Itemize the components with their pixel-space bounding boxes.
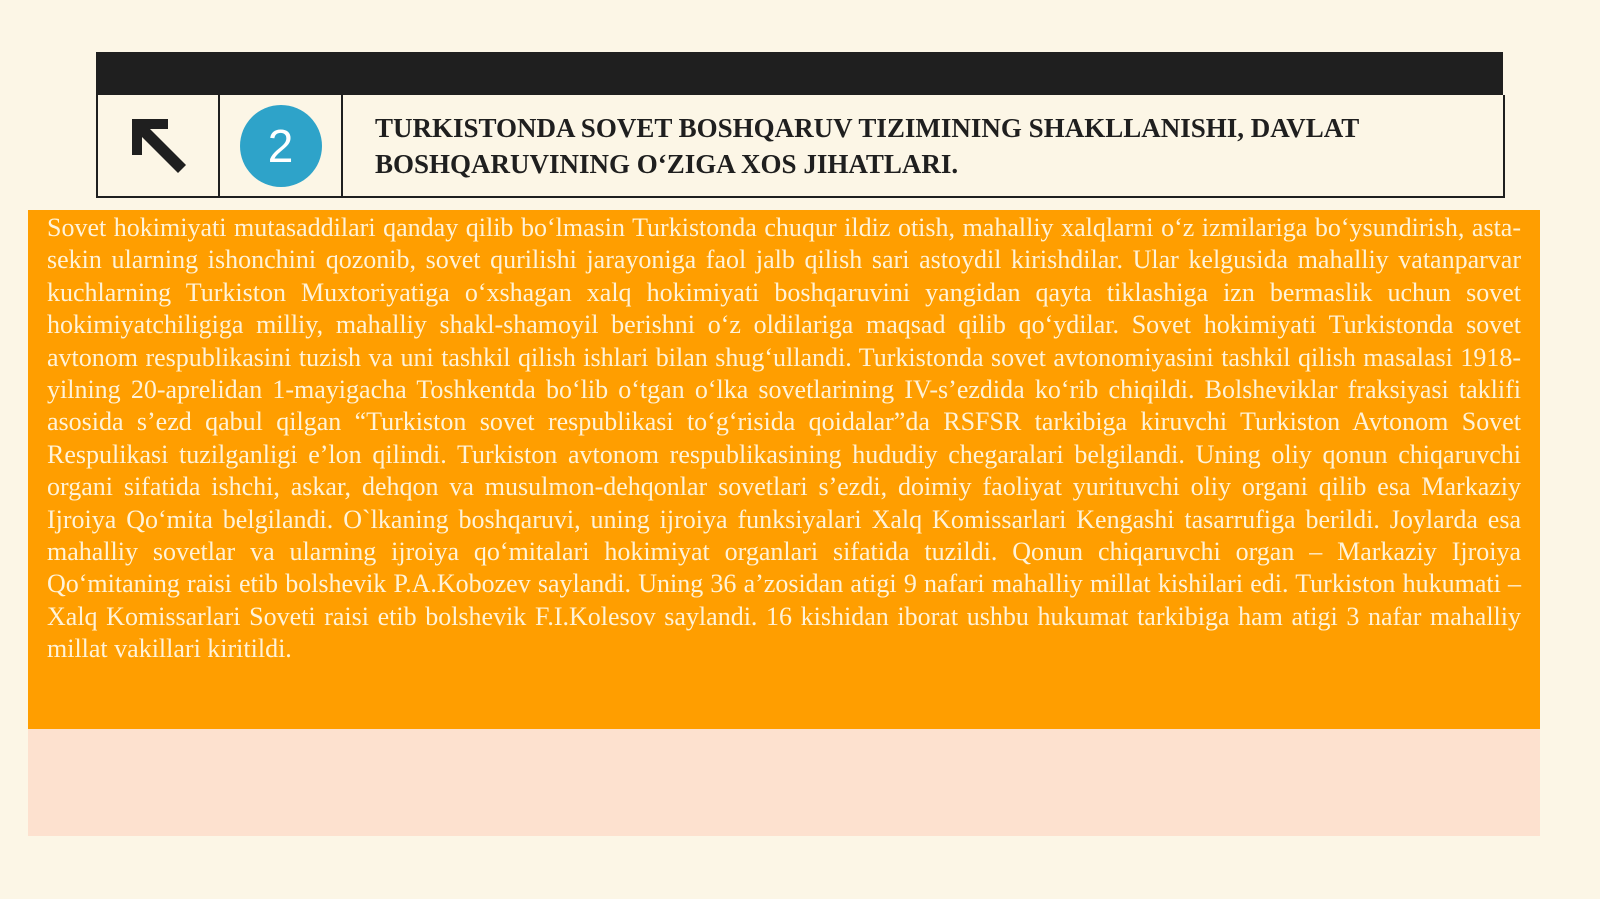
number-cell [220, 95, 343, 196]
slide-header [96, 95, 1505, 198]
lower-panel [28, 729, 1540, 836]
arrow-cell [98, 95, 220, 196]
content-panel [28, 210, 1540, 729]
page-title: TURKISTONDA SOVET BOSHQARUV TIZIMINING SHAKLLANISHI, DAVLAT BOSHQARUVINING O‘ZIGA XOS JIHATLARI. [375, 112, 1359, 179]
slide-number-badge: 2 [240, 105, 322, 187]
header-bar [96, 52, 1503, 95]
body-text: Sovet hokimiyati mutasaddilari qanday qilib bo‘lmasin Turkistonda chuqur ildiz otish, mahalliy xalqlarni o‘z izmilariga bo‘ysundirish, asta-sekin ularning ishonchini qozonib, sovet qurilishi jarayoniga faol jalb qilish sari astoydil kirishdilar. Ular kelgusida mahalliy vatanparvar kuchlarning Turkiston Muxtoriyatiga o‘xshagan xalq hokimiyati boshqaruvini yangidan qayta tiklashiga izn bermaslik uchun sovet hokimiyatchiligiga milliy, mahalliy shakl-shamoyil berishni o‘z oldilariga maqsad qilib qo‘ydilar. Sovet hokimiyati Turkistonda sovet avtonom respublikasini tuzish va uni tashkil qilish ishlari bilan shug‘ullandi. Turkistonda sovet avtonomiyasini tashkil qilish masalasi 1918-yilning 20-aprelidan 1-mayigacha Toshkentda bo‘lib o‘tgan o‘lka sovetlarining IV-s’ezdida ko‘rib chiqildi. Bolsheviklar fraksiyasi taklifi asosida s’ezd qabul qilgan “Turkiston sovet respublikasi to‘g‘risida qoidalar”da RSFSR tarkibiga kiruvchi Turkiston Avtonom Sovet Respulikasi tuzilganligi e’lon qilindi. Turkiston avtonom respublikasining hududiy chegaralari belgilandi. Uning oliy qonun chiqaruvchi organi sifatida ishchi, askar, dehqon va musulmon-dehqonlar sovetlari s’ezdi, doimiy faoliyat yurituvchi oliy organi qilib esa Markaziy Ijroiya Qo‘mita belgilandi. O`lkaning boshqaruvi, uning ijroiya funksiyalari Xalq Komissarlari Kengashi tasarrufiga berildi. Joylarda esa mahalliy sovetlar va ularning ijroiya qo‘mitalari hokimiyat organlari sifatida tuzildi. Qonun chiqaruvchi organ – Markaziy Ijroiya Qo‘mitaning raisi etib bolshevik P.A.Kobozev saylandi. Uning 36 a’zosidan atigi 9 nafari mahalliy millat kishilari edi. Turkiston hukumati – Xalq Komissarlari Soveti raisi etib bolshevik F.I.Kolesov saylandi. 16 kishidan iborat ushbu hukumat tarkibiga ham atigi 3 nafar mahalliy millat vakillari kiritildi. [47, 213, 1521, 664]
title-cell [343, 95, 1503, 196]
arrow-up-left-icon [128, 113, 188, 178]
